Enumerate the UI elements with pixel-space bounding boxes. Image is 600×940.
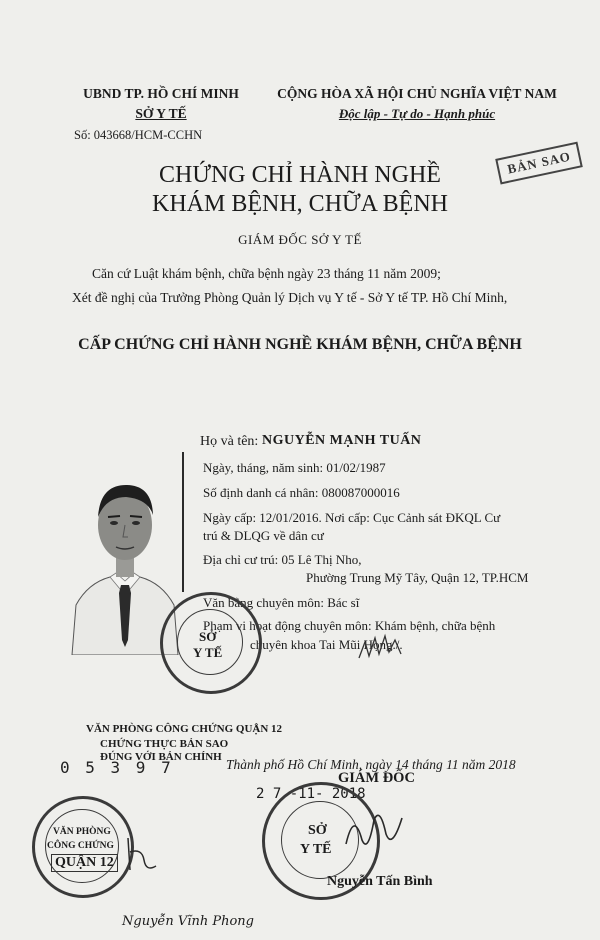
name-label: Họ và tên: — [200, 434, 259, 449]
seal-stamp-notary — [32, 796, 134, 898]
basis-line-1: Căn cứ Luật khám bệnh, chữa bệnh ngày 23 tháng 11 năm 2009; — [92, 266, 441, 281]
director-title: GIÁM ĐỐC — [338, 770, 415, 786]
copy-stamp: BẢN SAO — [495, 142, 583, 185]
id-issue-line-2: trú & DLQG về dân cư — [203, 528, 324, 543]
personal-id: Số định danh cá nhân: 080087000016 — [203, 485, 400, 500]
signer-name: Nguyễn Tấn Bình — [327, 874, 433, 889]
org-line-2: SỞ Y TẾ — [135, 106, 187, 121]
date-of-birth: Ngày, tháng, năm sinh: 01/02/1987 — [203, 460, 386, 475]
notary-office-line-1: VĂN PHÒNG CÔNG CHỨNG QUẬN 12 — [86, 723, 283, 735]
notary-stamp-text-1: VĂN PHÒNG — [53, 827, 111, 837]
notary-office-line-3: ĐÚNG VỚI BẢN CHÍNH — [100, 751, 222, 763]
notary-signature — [122, 830, 162, 880]
seal-text-3: SỞ — [308, 823, 327, 838]
title-line-2: KHÁM BỆNH, CHỮA BỆNH — [152, 191, 448, 217]
address-line-1: Địa chỉ cư trú: 05 Lê Thị Nho, — [203, 552, 362, 567]
degree: Văn bằng chuyên môn: Bác sĩ — [203, 595, 360, 610]
scope-line-1: Phạm vi hoạt động chuyên môn: Khám bệnh, chữa bệnh — [203, 618, 496, 633]
id-issue-line-1: Ngày cấp: 12/01/2016. Nơi cấp: Cục Cảnh sát ĐKQL Cư — [203, 510, 501, 525]
seal-text-4: Y TẾ — [300, 842, 332, 857]
copy-date: 2 7 -11- 2018 — [256, 786, 366, 802]
copy-number: 0 5 3 9 7 — [60, 758, 174, 777]
scope-line-2: chuyên khoa Tai Mũi Họng./. — [250, 637, 403, 652]
holder-name: NGUYỄN MẠNH TUẤN — [262, 433, 422, 448]
photo-border-line — [182, 452, 184, 592]
seal-text-1: SỞ — [199, 629, 217, 644]
signature-mid — [355, 628, 405, 668]
notary-office-line-2: CHỨNG THỰC BẢN SAO — [100, 738, 229, 750]
issuer-title: GIÁM ĐỐC SỞ Y TẾ — [238, 232, 362, 247]
notary-stamp-text-2: CÔNG CHỨNG — [47, 841, 114, 851]
document-number: Số: 043668/HCM-CCHN — [74, 128, 203, 142]
title-line-1: CHỨNG CHỈ HÀNH NGHỀ — [159, 162, 441, 188]
basis-line-2: Xét đề nghị của Trưởng Phòng Quản lý Dịch vụ Y tế - Sở Y tế TP. Hồ Chí Minh, — [72, 290, 508, 305]
issue-date: Thành phố Hồ Chí Minh, ngày 14 tháng 11 năm 2018 — [226, 757, 516, 772]
seal-text-2: Y TẾ — [193, 645, 223, 660]
director-signature — [340, 800, 410, 860]
nation-line-1: CỘNG HÒA XÃ HỘI CHỦ NGHĨA VIỆT NAM — [277, 86, 557, 101]
org-line-1: UBND TP. HỒ CHÍ MINH — [83, 86, 239, 101]
grant-heading: CẤP CHỨNG CHỈ HÀNH NGHỀ KHÁM BỆNH, CHỮA BỆNH — [78, 336, 522, 353]
notary-stamp-text-3: QUẬN 12 — [51, 854, 118, 872]
seal-stamp-photo — [160, 592, 262, 694]
nation-motto: Độc lập - Tự do - Hạnh phúc — [338, 106, 496, 121]
notary-name: Nguyễn Vĩnh Phong — [122, 914, 254, 929]
address-line-2: Phường Trung Mỹ Tây, Quận 12, TP.HCM — [306, 570, 529, 585]
